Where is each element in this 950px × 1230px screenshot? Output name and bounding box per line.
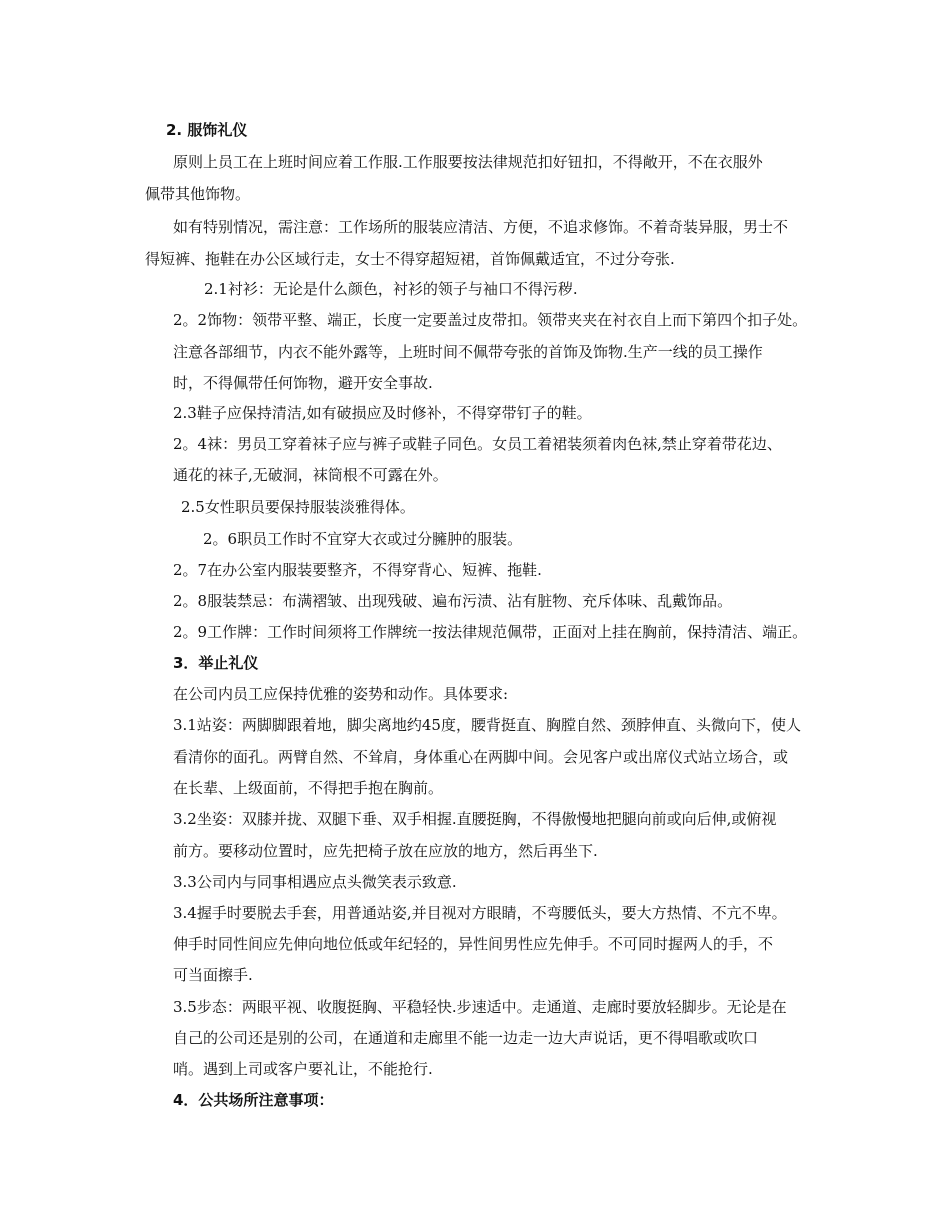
paragraph-line: 原则上员工在上班时间应着工作服.工作服要按法律规范扣好钮扣，不得敞开，不在衣服外	[173, 153, 763, 171]
list-item-continuation: 前方。要移动位置时，应先把椅子放在应放的地方，然后再坐下.	[173, 842, 598, 860]
list-item: 2。7在办公室内服装要整齐，不得穿背心、短裤、拖鞋.	[173, 561, 542, 579]
list-item: 2。4袜：男员工穿着袜子应与裤子或鞋子同色。女员工着裙装须着肉色袜,禁止穿着带花边、	[173, 435, 782, 453]
list-item-continuation: 哨。遇到上司或客户要礼让，不能抢行.	[173, 1060, 433, 1078]
section-heading-attire: 2. 服饰礼仪	[166, 121, 248, 139]
list-item: 3.3公司内与同事相遇应点头微笑表示致意.	[173, 873, 457, 891]
list-item: 2.3鞋子应保持清洁,如有破损应及时修补，不得穿带钉子的鞋。	[173, 404, 592, 422]
paragraph-line: 佩带其他饰物。	[145, 185, 251, 203]
list-item: 2。9工作牌：工作时间须将工作牌统一按法律规范佩带，正面对上挂在胸前，保持清洁、端正。	[173, 623, 808, 641]
list-item: 3.1站姿：两脚脚跟着地，脚尖离地约45度，腰背挺直、胸膛自然、颈脖伸直、头微向下，使人	[173, 716, 801, 734]
list-item: 2。8服装禁忌：布满褶皱、出现残破、遍布污渍、沾有脏物、充斥体味、乱戴饰品。	[173, 592, 733, 610]
list-item-continuation: 通花的袜子,无破洞，袜筒根不可露在外。	[173, 466, 448, 484]
list-item-continuation: 时，不得佩带任何饰物，避开安全事故.	[173, 374, 433, 392]
list-item-continuation: 在长辈、上级面前，不得把手抱在胸前。	[173, 779, 444, 797]
list-item: 3.4握手时要脱去手套，用普通站姿,并目视对方眼睛，不弯腰低头，要大方热情、不亢不卑。	[173, 904, 787, 922]
paragraph-line: 在公司内员工应保持优雅的姿势和动作。具体要求:	[173, 685, 509, 703]
section-heading-conduct: 3．举止礼仪	[173, 654, 259, 672]
list-item-continuation: 自己的公司还是别的公司，在通道和走廊里不能一边走一边大声说话，更不得唱歌或吹口	[173, 1029, 759, 1047]
list-item-continuation: 看清你的面孔。两臂自然、不耸肩，身体重心在两脚中间。会见客户或出席仪式站立场合，或	[173, 748, 789, 766]
paragraph-line: 如有特别情况，需注意：工作场所的服装应清洁、方便，不追求修饰。不着奇装异服，男士不	[173, 218, 789, 236]
paragraph-line: 得短裤、拖鞋在办公区域行走，女士不得穿超短裙，首饰佩戴适宜，不过分夸张.	[145, 250, 675, 268]
list-item: 2。6职员工作时不宜穿大衣或过分臃肿的服装。	[203, 530, 523, 548]
list-item: 2.5女性职员要保持服装淡雅得体。	[181, 498, 415, 516]
list-item: 2.1衬衫：无论是什么颜色，衬衫的领子与袖口不得污秽.	[204, 280, 578, 298]
list-item: 2。2饰物：领带平整、端正，长度一定要盖过皮带扣。领带夹夹在衬衣自上而下第四个扣子处。	[173, 311, 808, 329]
list-item: 3.2坐姿：双膝并拢、双腿下垂、双手相握.直腰挺胸，不得傲慢地把腿向前或向后伸,或俯视	[173, 810, 777, 828]
section-heading-public-places: 4．公共场所注意事项：	[173, 1091, 334, 1109]
list-item: 3.5步态：两眼平视、收腹挺胸、平稳轻快.步速适中。走通道、走廊时要放轻脚步。无论是在	[173, 998, 787, 1016]
list-item-continuation: 可当面擦手.	[173, 966, 253, 984]
list-item-continuation: 伸手时同性间应先伸向地位低或年纪轻的，异性间男性应先伸手。不可同时握两人的手，不	[173, 935, 774, 953]
list-item-continuation: 注意各部细节，内衣不能外露等，上班时间不佩带夸张的首饰及饰物.生产一线的员工操作	[173, 343, 763, 361]
